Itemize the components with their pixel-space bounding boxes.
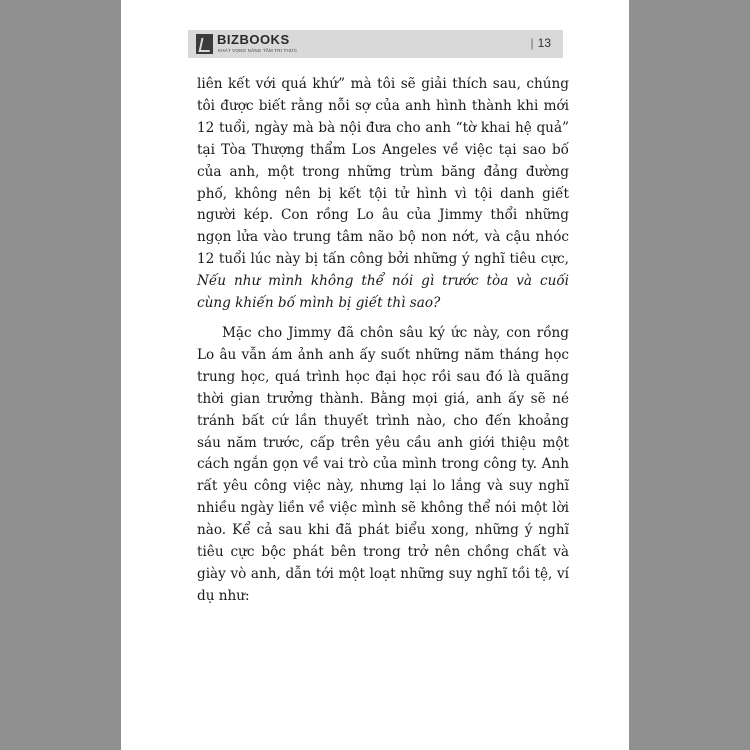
bizbooks-logo-icon bbox=[196, 34, 213, 54]
page-number: 13 bbox=[537, 36, 551, 50]
paragraph-1 bbox=[197, 74, 569, 315]
page-number-group bbox=[531, 36, 551, 50]
body-text bbox=[197, 74, 569, 608]
paragraph-1-text: liên kết với quá khứ” mà tôi sẽ giải thích sau, chúng tôi được biết rằng nỗi sợ của anh hình thành khi mới 12 tuổi, ngày mà bà nội đưa cho anh “tờ khai hệ quả” tại Tòa Thượng thẩm Los Angeles về việc tại sao bố của anh, một trong những trùm băng đảng đường phố, không nên bị kết tội tử hình vì tội danh giết người kép. Con rồng Lo âu của Jimmy thổi những ngọn lửa vào trung tâm não bộ non nớt, và cậu nhóc 12 tuổi lúc này bị tấn công bởi những ý nghĩ tiêu cực, bbox=[197, 76, 569, 268]
brand-name: BIZBOOKS bbox=[217, 32, 290, 47]
paragraph-2: Mặc cho Jimmy đã chôn sâu ký ức này, con rồng Lo âu vẫn ám ảnh anh ấy suốt những năm tháng học trung học, quá trình học đại học rồi sau đó là quãng thời gian trưởng thành. Bằng mọi giá, anh ấy sẽ né tránh bất cứ lần thuyết trình nào, cho đến khoảng sáu năm trước, cấp trên yêu cầu anh giới thiệu một cách ngắn gọn về vai trò của mình trong công ty. Anh rất yêu công việc này, nhưng lại lo lắng và suy nghĩ nhiều ngày liền về việc mình sẽ không thể nói một lời nào. Kể cả sau khi đã phát biểu xong, những ý nghĩ tiêu cực bộc phát bên trong trở nên chồng chất và giày vò anh, dẫn tới một loạt những suy nghĩ tồi tệ, ví dụ như: bbox=[197, 324, 569, 604]
book-page bbox=[121, 0, 629, 750]
page-header bbox=[188, 30, 563, 58]
page-number-divider: | bbox=[530, 36, 534, 50]
paragraph-1-italic: Nếu như mình không thể nói gì trước tòa và cuối cùng khiến bố mình bị giết thì sao? bbox=[197, 273, 569, 312]
brand-tagline: KHÁT VỌNG NÂNG TẦM TRI THỨC bbox=[218, 48, 298, 53]
